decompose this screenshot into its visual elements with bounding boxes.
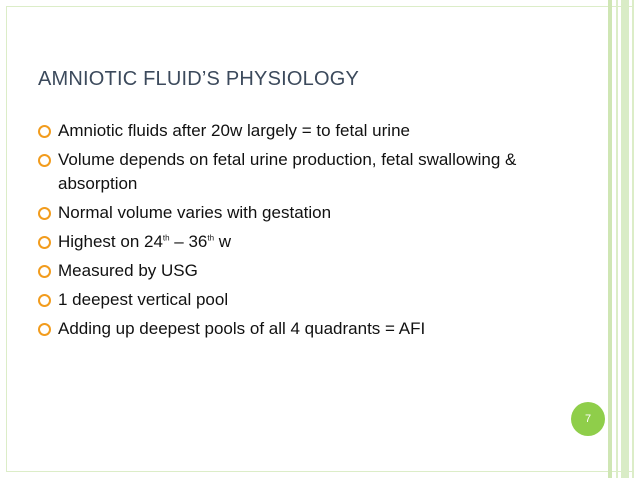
frame-left-line: [6, 6, 7, 472]
frame-top-line: [6, 6, 632, 7]
right-accent-bar: [632, 0, 634, 478]
right-accent-bar: [621, 0, 629, 478]
superscript: th: [162, 233, 170, 243]
superscript: th: [207, 233, 215, 243]
bullet-item: [38, 288, 598, 312]
bullet-item: [38, 148, 598, 196]
bullet-circle-icon: [38, 323, 51, 336]
bullet-item: [38, 317, 598, 341]
bullet-item: [38, 230, 598, 254]
bullet-text-part: Highest on 24: [58, 232, 163, 251]
bullet-circle-icon: [38, 294, 51, 307]
bullet-text: Measured by USG: [58, 261, 198, 280]
slide-title: AMNIOTIC FLUID’S PHYSIOLOGY: [38, 68, 360, 90]
right-accent-bar: [616, 0, 618, 478]
bullet-text-part: w: [214, 232, 232, 251]
bullet-item: [38, 119, 598, 143]
bullet-text-part: – 36: [169, 232, 208, 251]
bullet-item: [38, 259, 598, 283]
bullet-item: [38, 201, 598, 225]
bullet-text: Amniotic fluids after 20w largely = to fetal urine: [58, 121, 410, 140]
bullet-text: Adding up deepest pools of all 4 quadrants = AFI: [58, 319, 426, 338]
bullet-circle-icon: [38, 207, 51, 220]
frame-bottom-line: [6, 471, 632, 472]
bullet-circle-icon: [38, 236, 51, 249]
right-accent-bar: [608, 0, 612, 478]
bullet-text: Volume depends on fetal urine production, fetal swallowing & absorption: [58, 150, 517, 193]
page-number-badge: 7: [571, 402, 605, 436]
bullet-text: 1 deepest vertical pool: [58, 290, 229, 309]
bullet-list: [38, 119, 598, 346]
bullet-circle-icon: [38, 265, 51, 278]
bullet-text: Normal volume varies with gestation: [58, 203, 332, 222]
bullet-circle-icon: [38, 154, 51, 167]
bullet-circle-icon: [38, 125, 51, 138]
